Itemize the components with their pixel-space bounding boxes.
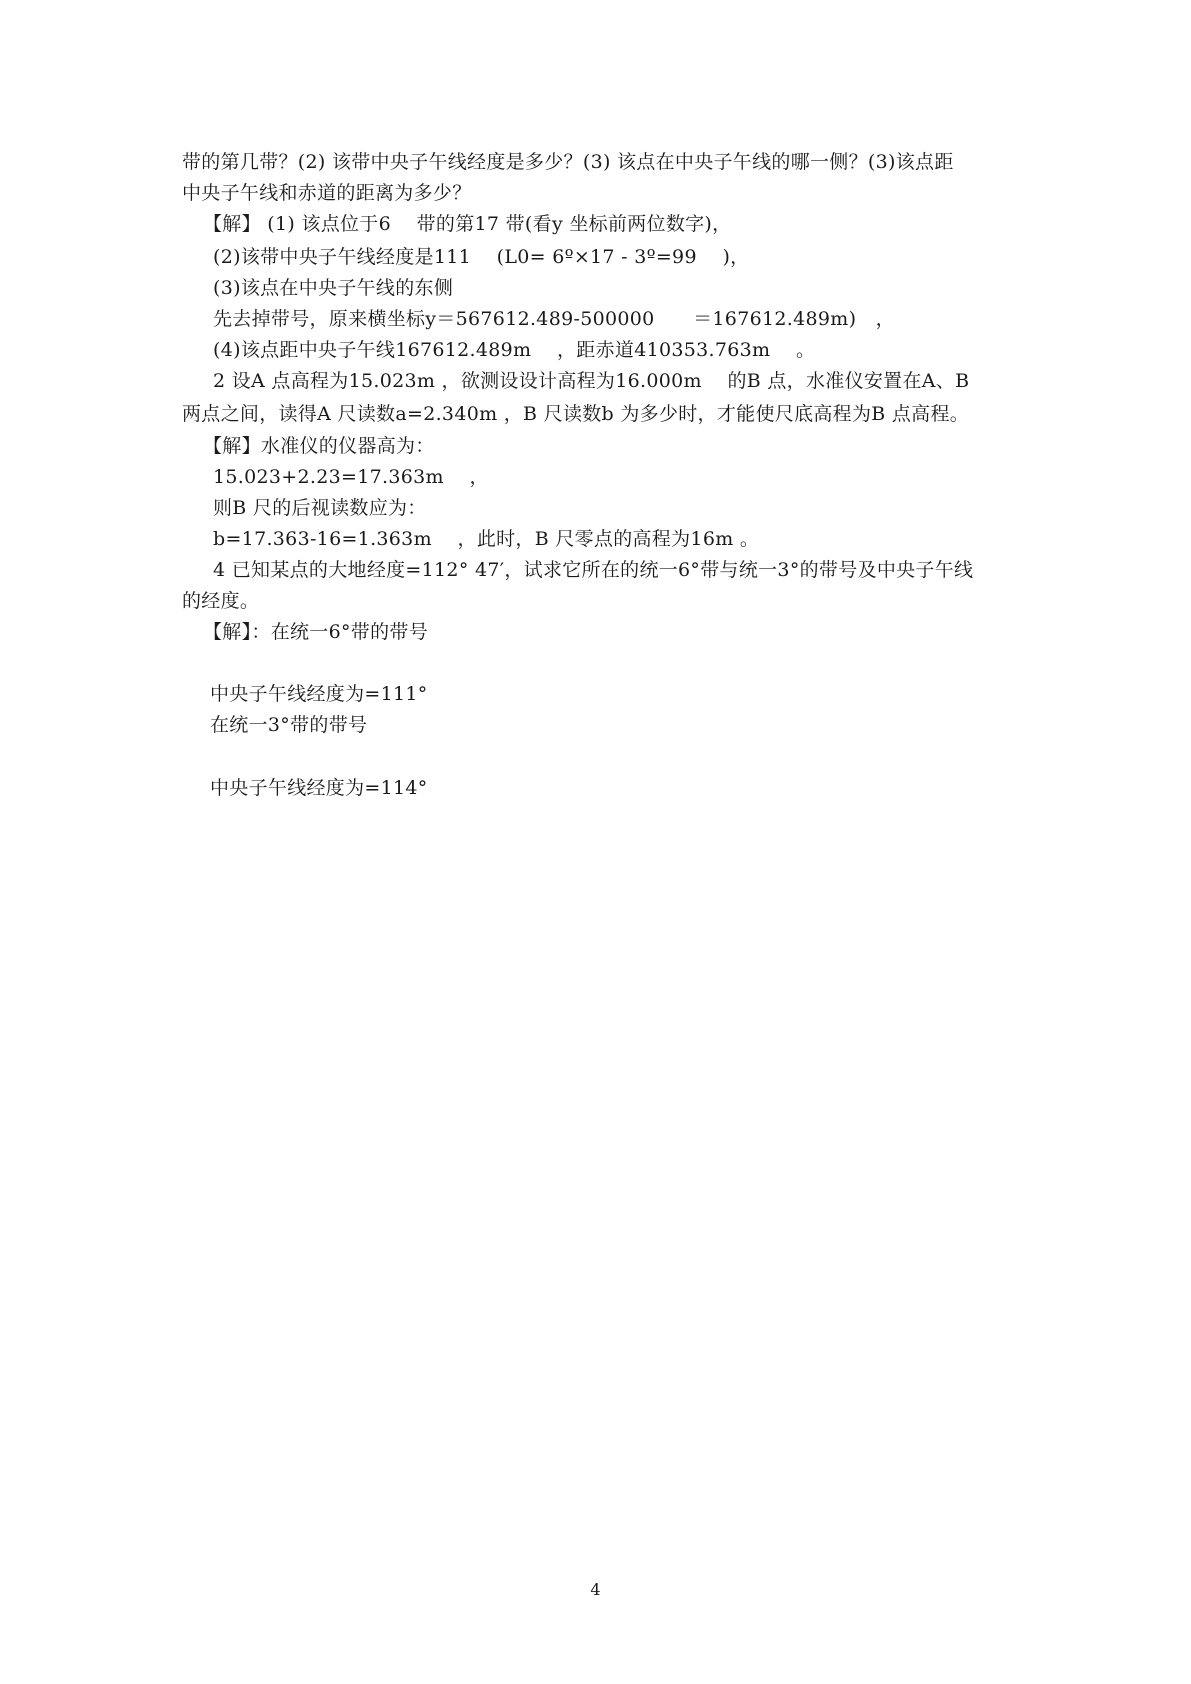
text-line: 两点之间，读得A 尺读数a=2.340m ，B 尺读数b 为多少时，才能使尺底高程为B 点高程。 <box>182 403 970 425</box>
text-line: (2)该带中央子午线经度是111 (L0= 6º×17 - 3º=99 )， <box>213 246 750 268</box>
text-line: 15.023+2.23=17.363m ， <box>213 466 489 488</box>
text-line: 【解】 (1) 该点位于6 带的第17 带(看y 坐标前两位数字)， <box>203 213 732 235</box>
text-line: 先去掉带号，原来横坐标y＝567612.489-500000 ＝167612.489m) ， <box>213 308 895 330</box>
page-number: 4 <box>590 1580 601 1599</box>
text-line: 的经度。 <box>182 590 260 612</box>
text-line: 【解】：在统一6°带的带号 <box>203 621 428 643</box>
text-line: 中央子午线经度为=111° <box>210 683 428 705</box>
text-line: 则B 尺的后视读数应为： <box>213 497 427 519</box>
text-line: 在统一3°带的带号 <box>210 714 368 736</box>
text-line: (4)该点距中央子午线167612.489m ，距赤道410353.763m 。 <box>213 339 816 361</box>
text-line: 【解】水准仪的仪器高为： <box>203 435 435 457</box>
text-line: (3)该点在中央子午线的东侧 <box>213 277 454 299</box>
text-line: 4 已知某点的大地经度=112° 47′，试求它所在的统一6°带与统一3°的带号及中央子午线 <box>213 559 974 581</box>
text-line: b=17.363-16=1.363m ，此时，B 尺零点的高程为16m 。 <box>213 528 760 550</box>
text-line: 2 设A 点高程为15.023m ，欲测设设计高程为16.000m 的B 点，水准仪安置在A、B <box>213 370 970 392</box>
text-line: 中央子午线经度为=114° <box>210 777 428 799</box>
text-line: 中央子午线和赤道的距离为多少？ <box>182 182 472 204</box>
text-line: 带的第几带？(2) 该带中央子午线经度是多少？(3) 该点在中央子午线的哪一侧？(3)该点距 <box>182 151 954 173</box>
